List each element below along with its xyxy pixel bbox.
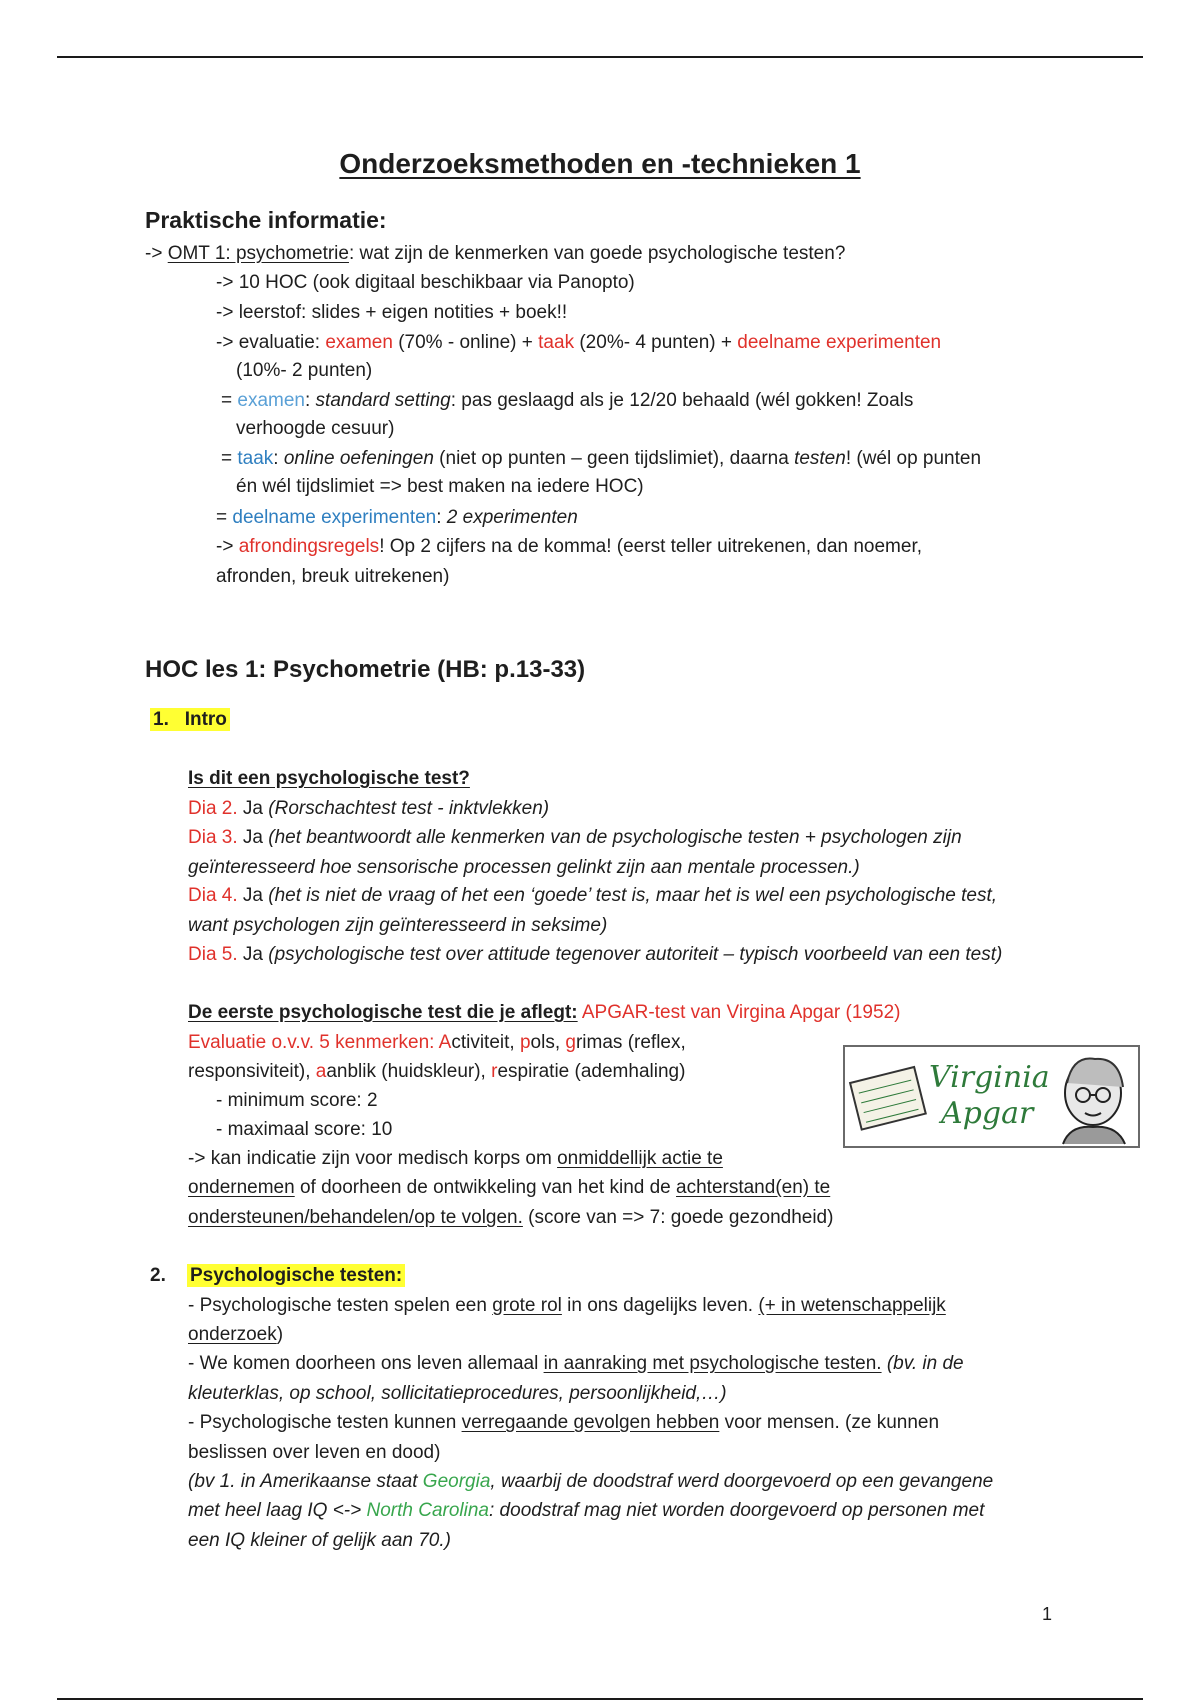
practical-heading: Praktische informatie: — [145, 207, 387, 233]
practical-line-9: én wél tijdslimiet => best maken na iedere HOC) — [236, 476, 644, 497]
top-rule — [57, 56, 1143, 58]
evaluation-line: Evaluatie o.v.v. 5 kenmerken: Activiteit, pols, grimas (reflex, — [188, 1032, 686, 1053]
practical-line-2: -> 10 HOC (ook digitaal beschikbaar via Panopto) — [216, 272, 635, 293]
evaluation-line-2: responsiviteit), aanblik (huidskleur), respiratie (ademhaling) — [188, 1061, 686, 1082]
dia-4-cont: want psychologen zijn geïnteresseerd in seksime) — [188, 915, 608, 936]
dia-2: Dia 2. Ja (Rorschachtest test - inktvlekken) — [188, 798, 550, 819]
practical-line-5: (10%- 2 punten) — [236, 360, 373, 381]
dia-5: Dia 5. Ja (psychologische test over attitude tegenover autoriteit – typisch voorbeeld van een test) — [188, 944, 1003, 965]
min-score: - minimum score: 2 — [216, 1090, 378, 1111]
point-3: - Psychologische testen kunnen verregaande gevolgen hebben voor mensen. (ze kunnen — [188, 1412, 940, 1433]
example-1: (bv 1. in Amerikaanse staat Georgia, waarbij de doodstraf werd doorgevoerd op een gevangene — [188, 1471, 994, 1492]
practical-line-1: -> OMT 1: psychometrie: wat zijn de kenmerken van goede psychologische testen? — [145, 243, 846, 264]
indication-1: -> kan indicatie zijn voor medisch korps om onmiddellijk actie te — [188, 1148, 723, 1169]
example-1-cont: met heel laag IQ <-> North Carolina: doodstraf mag niet worden doorgevoerd op personen met — [188, 1500, 985, 1521]
virginia-apgar-image — [843, 1045, 1140, 1148]
document-title: Onderzoeksmethoden en -technieken 1 — [339, 148, 861, 179]
page-number: 1 — [1042, 1604, 1053, 1624]
section-1-heading: 1. Intro — [150, 707, 230, 733]
max-score: - maximaal score: 10 — [216, 1119, 393, 1140]
hoc-heading: HOC les 1: Psychometrie (HB: p.13-33) — [145, 656, 586, 683]
point-2: - We komen doorheen ons leven allemaal in aanraking met psychologische testen. (bv. in de — [188, 1353, 964, 1374]
svg-text:Apgar: Apgar — [941, 1096, 1034, 1131]
practical-line-10: = deelname experimenten: 2 experimenten — [216, 507, 578, 528]
practical-line-7: verhoogde cesuur) — [236, 418, 395, 439]
dia-3-cont: geïnteresseerd hoe sensorische processen gelinkt zijn aan mentale processen.) — [188, 857, 860, 878]
practical-line-11: -> afrondingsregels! Op 2 cijfers na de komma! (eerst teller uitrekenen, dan noemer, — [216, 536, 923, 557]
practical-line-8: = taak: online oefeningen (niet op punten – geen tijdslimiet), daarna testen! (wél op punten — [221, 448, 982, 469]
point-3-cont: beslissen over leven en dood) — [188, 1442, 441, 1463]
practical-line-3: -> leerstof: slides + eigen notities + boek!! — [216, 302, 568, 323]
indication-2: ondernemen of doorheen de ontwikkeling van het kind de achterstand(en) te — [188, 1177, 831, 1198]
indication-3: ondersteunen/behandelen/op te volgen. (score van => 7: goede gezondheid) — [188, 1207, 834, 1228]
first-test: De eerste psychologische test die je aflegt: APGAR-test van Virgina Apgar (1952) — [188, 1002, 901, 1023]
point-1-cont: onderzoek) — [188, 1324, 284, 1345]
point-1: - Psychologische testen spelen een grote rol in ons dagelijks leven. (+ in wetenschappelijk — [188, 1295, 946, 1316]
example-1-end: een IQ kleiner of gelijk aan 70.) — [188, 1530, 451, 1551]
practical-line-4: -> evaluatie: examen (70% - online) + taak (20%- 4 punten) + deelname experimenten — [216, 332, 942, 353]
question-heading: Is dit een psychologische test? — [188, 768, 470, 789]
practical-line-6: = examen: standard setting: pas geslaagd als je 12/20 behaald (wél gokken! Zoals — [221, 390, 914, 411]
practical-line-12: afronden, breuk uitrekenen) — [216, 566, 450, 587]
section-2-heading: 2. Psychologische testen: — [150, 1263, 405, 1289]
dia-3: Dia 3. Ja (het beantwoordt alle kenmerken van de psychologische testen + psychologen zijn — [188, 827, 962, 848]
svg-text:Virginia: Virginia — [929, 1060, 1050, 1095]
dia-4: Dia 4. Ja (het is niet de vraag of het een ‘goede’ test is, maar het is wel een psychologische test, — [188, 885, 998, 906]
point-2-cont: kleuterklas, op school, sollicitatieprocedures, persoonlijkheid,…) — [188, 1383, 727, 1404]
